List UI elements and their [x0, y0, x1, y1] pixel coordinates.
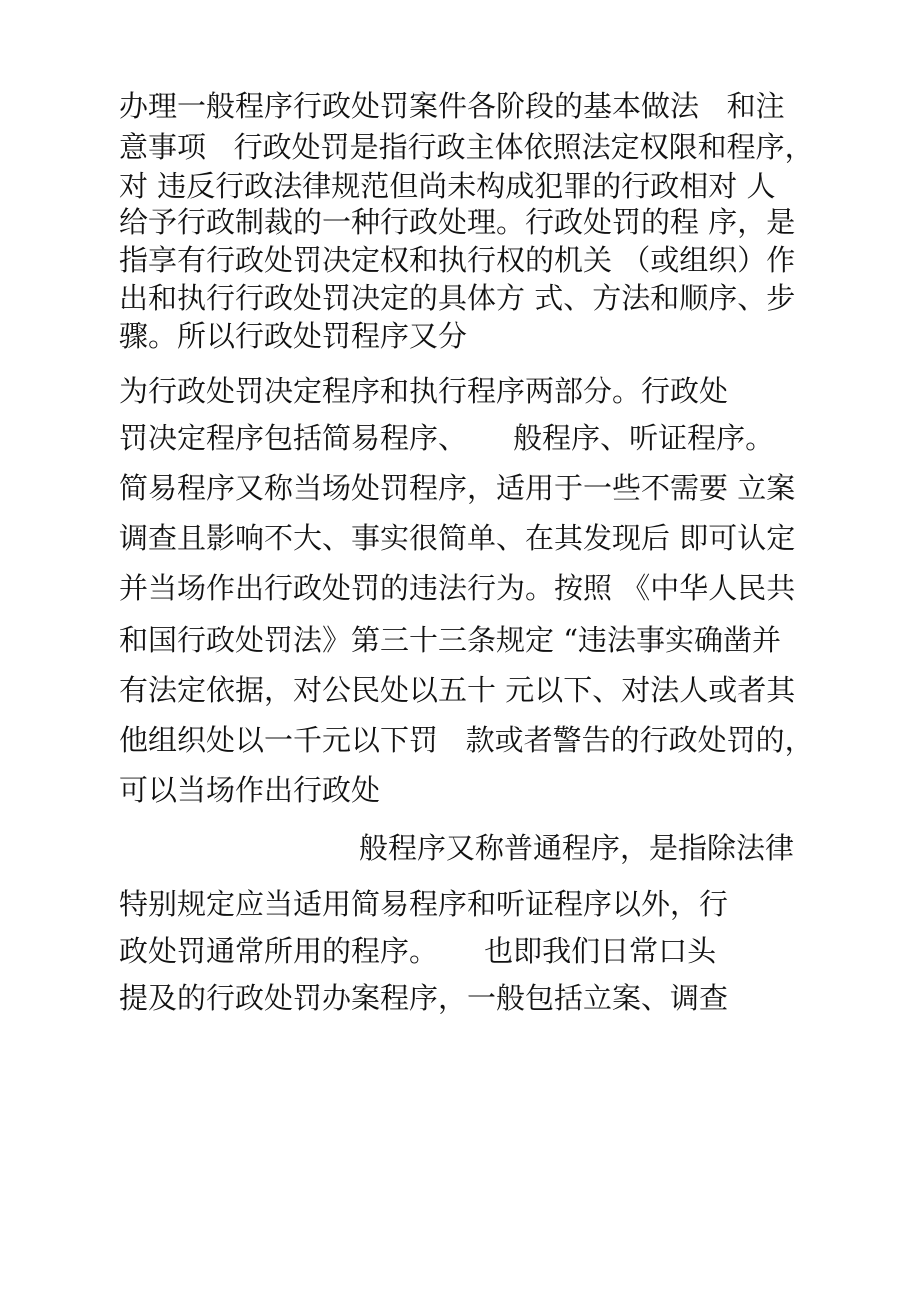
text-line-19: 政处罚通常所用的程序。 也即我们日常口头 — [119, 934, 717, 968]
text-line-16: 可以当场作出行政处 — [119, 773, 381, 807]
text-line-13: 和国行政处罚法》第三十三条规定 “违法事实确凿并 — [119, 623, 782, 657]
text-line-20: 提及的行政处罚办案程序，一般包括立案、调查 — [119, 981, 729, 1015]
text-line-8: 为行政处罚决定程序和执行程序两部分。行政处 — [119, 374, 729, 408]
text-line-10: 简易程序又称当场处罚程序，适用于一些不需要 立案 — [119, 471, 796, 505]
text-line-5: 指享有行政处罚决定权和执行权的机关 （或组织）作 — [119, 243, 796, 277]
text-line-17: 般程序又称普通程序，是指除法律 — [359, 831, 795, 865]
text-line-9: 罚决定程序包括简易程序、 般程序、听证程序。 — [119, 421, 775, 455]
text-line-4: 给予行政制裁的一种行政处理。行政处罚的程 序，是 — [119, 205, 796, 239]
text-line-3: 对 违反行政法律规范但尚未构成犯罪的行政相对 人 — [119, 169, 776, 203]
text-line-14: 有法定依据，对公民处以五十 元以下、对法人或者其 — [119, 673, 796, 707]
text-line-7: 骤。所以行政处罚程序又分 — [119, 319, 468, 353]
text-line-11: 调查且影响不大、事实很简单、在其发现后 即可认定 — [119, 521, 796, 555]
text-line-18: 特别规定应当适用简易程序和听证程序以外，行 — [119, 887, 729, 921]
text-line-12: 并当场作出行政处罚的违法行为。按照 《中华人民共 — [119, 571, 796, 605]
text-line-2: 意事项 行政处罚是指行政主体依照法定权限和程序， — [119, 130, 814, 164]
text-line-15: 他组织处以一千元以下罚 款或者警告的行政处罚的， — [119, 723, 814, 757]
text-line-6: 出和执行行政处罚决定的具体方 式、方法和顺序、步 — [119, 281, 796, 315]
text-line-1: 办理一般程序行政处罚案件各阶段的基本做法 和注 — [119, 89, 785, 123]
